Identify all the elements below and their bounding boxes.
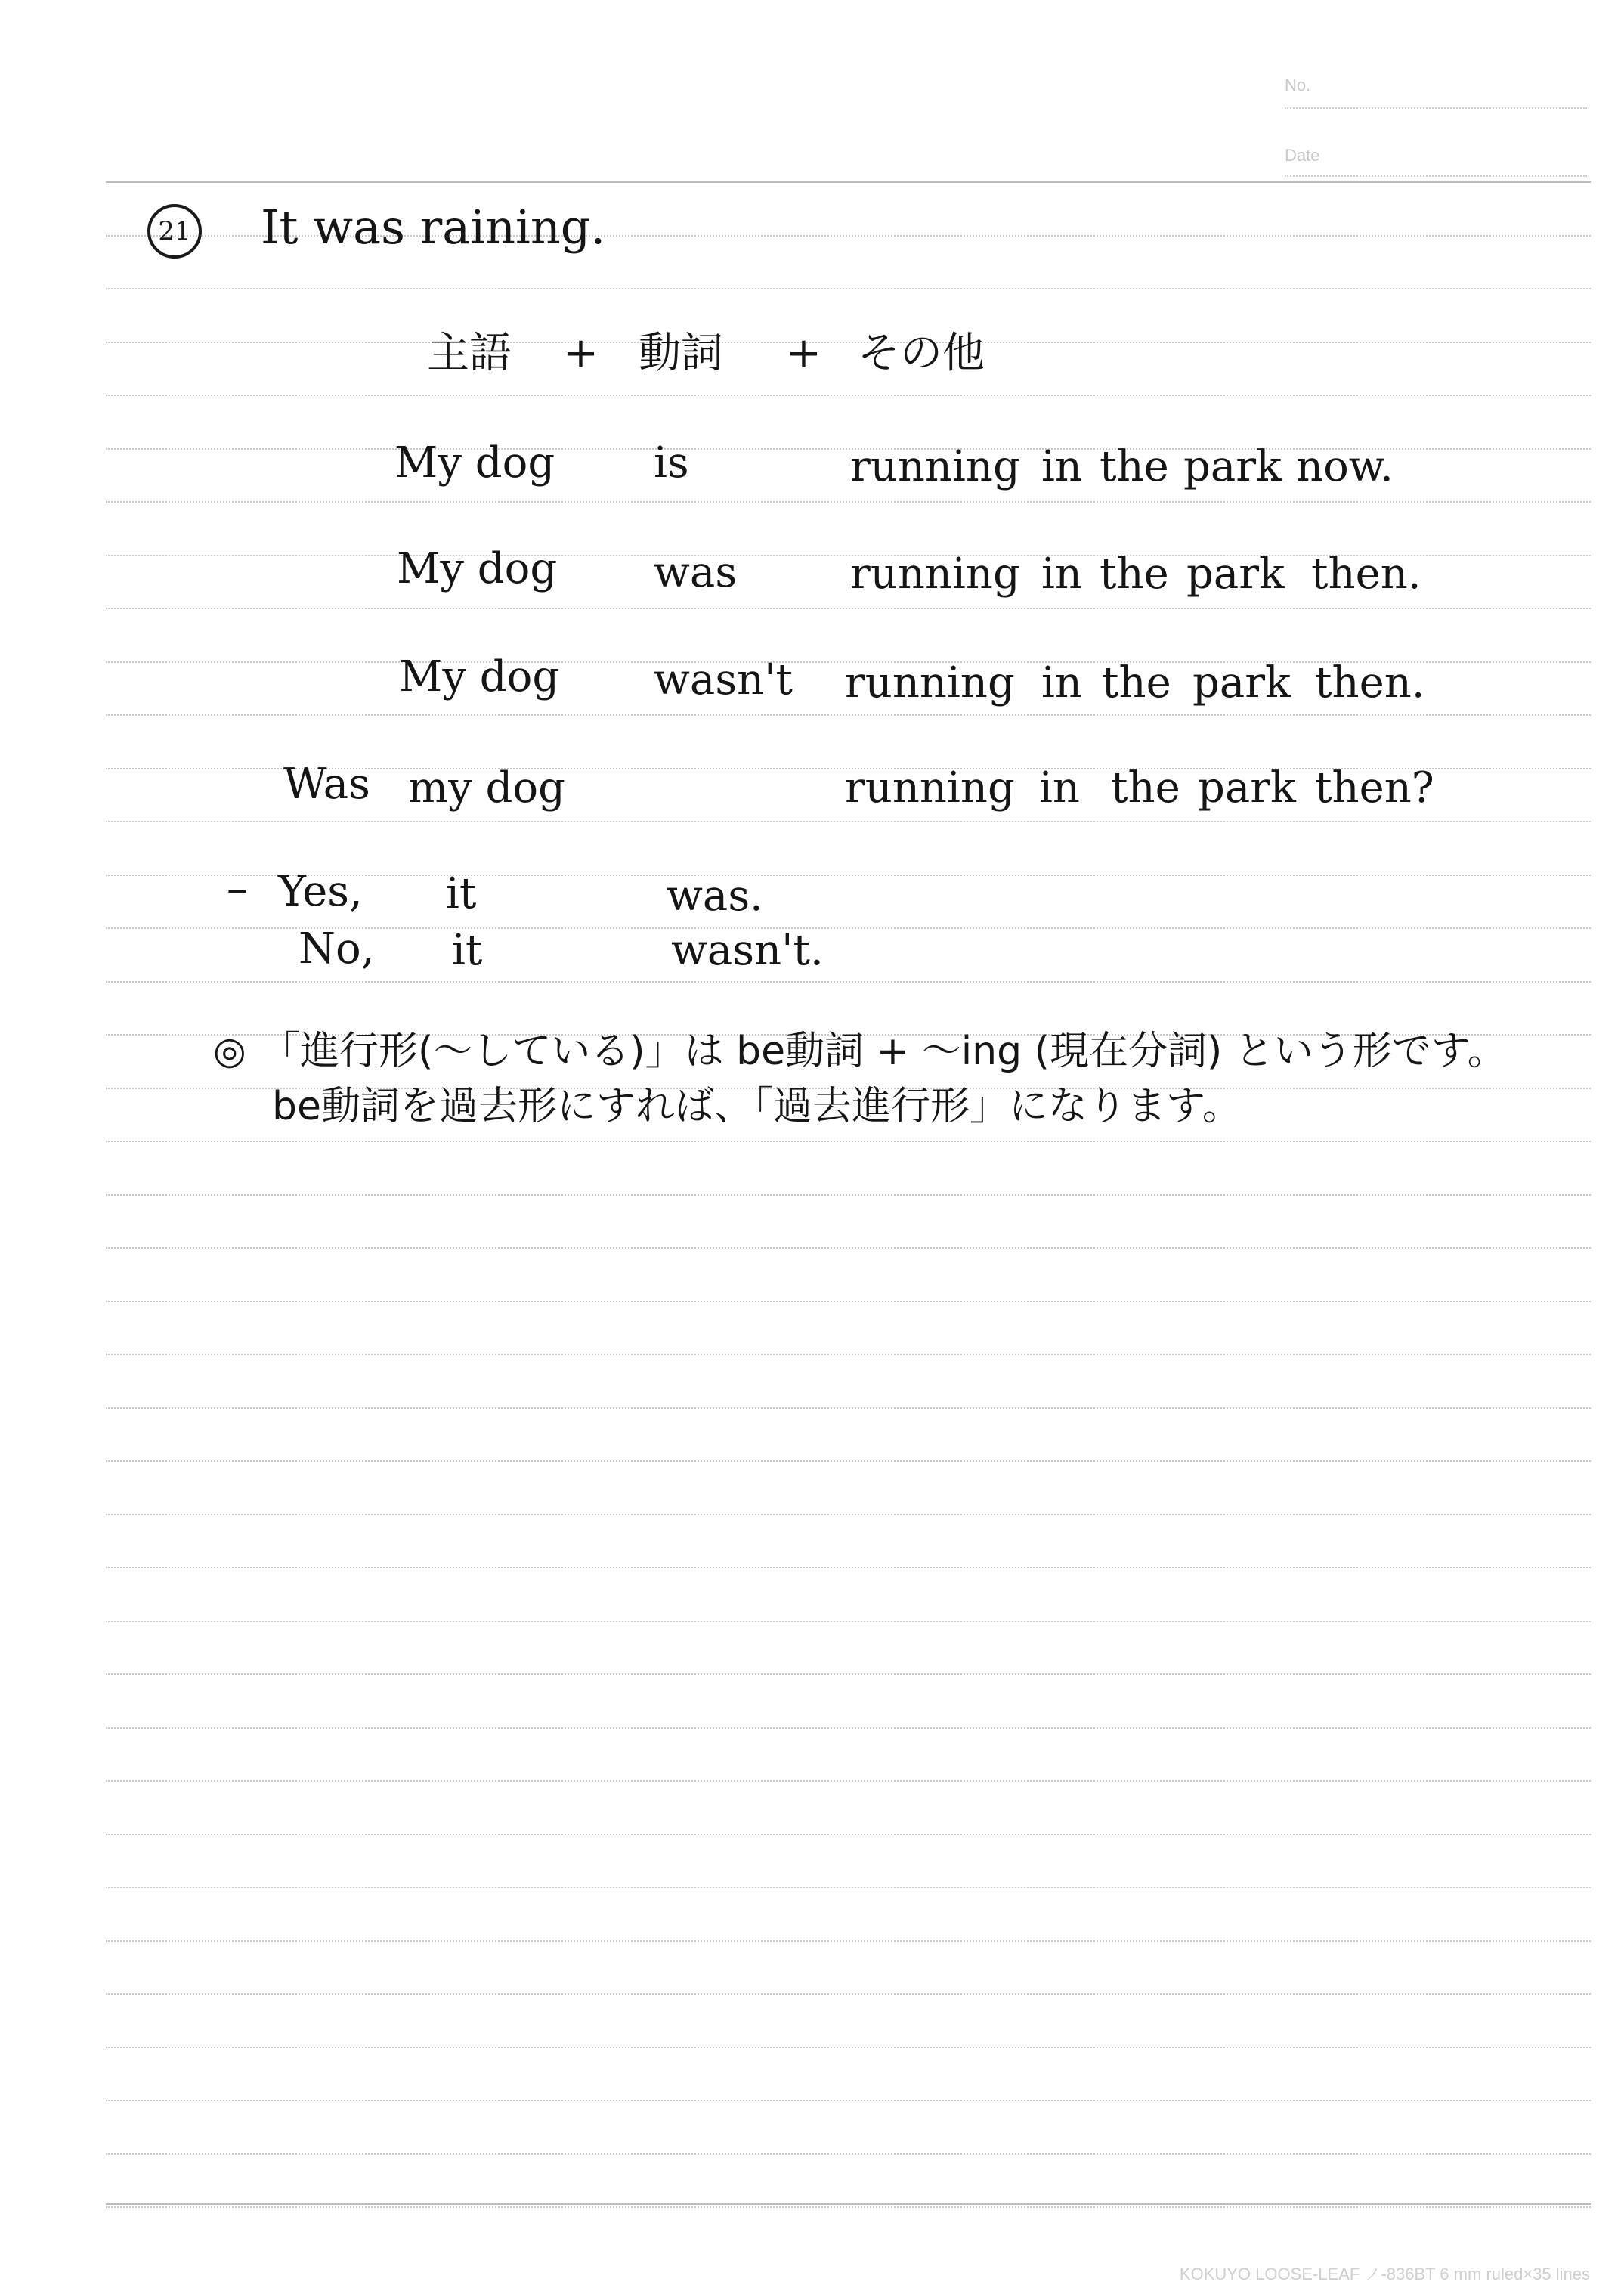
answer-yes-it: it <box>446 869 477 918</box>
row-verb: was <box>654 548 738 597</box>
problem-title: It was raining. <box>261 200 606 255</box>
question-word: then? <box>1315 763 1434 813</box>
ruled-line <box>106 1673 1591 1675</box>
ruled-line <box>106 1141 1591 1142</box>
answer-no-verb: wasn't. <box>671 926 824 975</box>
row-word: then. <box>1315 658 1425 707</box>
ruled-line <box>106 1567 1591 1568</box>
row-verb: is <box>654 438 689 488</box>
ruled-line <box>106 342 1591 343</box>
ruled-line <box>106 1247 1591 1249</box>
date-line <box>1285 175 1587 177</box>
answer-no-it: it <box>452 926 483 975</box>
ruled-line <box>106 288 1591 289</box>
row-subject: My dog <box>399 652 560 701</box>
question-was: Was <box>283 760 370 809</box>
ruled-line <box>106 1301 1591 1302</box>
problem-number-badge: 21 <box>147 204 202 259</box>
ruled-line <box>106 2153 1591 2155</box>
formula-other: その他 <box>858 329 985 378</box>
row-rest: running <box>850 550 1020 599</box>
number-line <box>1285 107 1587 109</box>
formula-plus-1: + <box>563 329 599 378</box>
answer-no: No, <box>299 924 375 974</box>
ruled-line <box>106 1940 1591 1942</box>
ruled-line <box>106 981 1591 983</box>
answer-dash: – <box>227 864 248 913</box>
ruled-line <box>106 608 1591 609</box>
question-word: park <box>1198 763 1296 813</box>
row-word: in <box>1041 550 1082 599</box>
row-word: the <box>1100 550 1169 599</box>
row-word: in <box>1041 442 1082 491</box>
question-rest: running <box>845 763 1015 813</box>
ruled-line <box>106 1460 1591 1462</box>
row-subject: My dog <box>394 438 555 488</box>
ruled-line <box>106 1780 1591 1782</box>
row-subject: My dog <box>397 544 558 593</box>
ruled-line <box>106 501 1591 503</box>
note-line-1: 「進行形(～している)」は be動詞 + ～ing (現在分詞) という形です。 <box>261 1029 1507 1074</box>
number-label: No. <box>1285 76 1311 94</box>
row-verb: wasn't <box>654 655 793 704</box>
double-circle-icon: ◎ <box>213 1029 246 1073</box>
formula-subject: 主語 <box>427 329 512 378</box>
ruled-line <box>106 395 1591 396</box>
ruled-line-bottom <box>106 2203 1591 2205</box>
ruled-line <box>106 1194 1591 1196</box>
question-subject: my dog <box>408 763 565 813</box>
row-rest: running <box>845 658 1015 707</box>
row-word: in <box>1041 658 1082 707</box>
ruled-line <box>106 2047 1591 2048</box>
ruled-line <box>106 181 1591 183</box>
row-word: park <box>1186 550 1285 599</box>
row-word: park <box>1183 442 1282 491</box>
note-line-2: be動詞を過去形にすれば、「過去進行形」になります。 <box>272 1084 1242 1129</box>
row-rest: running <box>850 442 1020 491</box>
paper-imprint: KOKUYO LOOSE-LEAF ノ-836BT 6 mm ruled×35 lines <box>1179 2265 1590 2283</box>
ruled-line <box>106 1407 1591 1409</box>
question-word: the <box>1111 763 1180 813</box>
ruled-line <box>106 1887 1591 1888</box>
ruled-line <box>106 2206 1591 2208</box>
ruled-line <box>106 1514 1591 1515</box>
ruled-line <box>106 1993 1591 1995</box>
formula-plus-2: + <box>786 329 821 378</box>
row-word: park <box>1192 658 1291 707</box>
row-word: the <box>1102 658 1171 707</box>
ruled-line <box>106 2100 1591 2101</box>
row-word: then. <box>1311 550 1421 599</box>
ruled-line <box>106 714 1591 716</box>
ruled-line <box>106 1834 1591 1835</box>
ruled-line <box>106 1354 1591 1355</box>
question-word: in <box>1039 763 1080 813</box>
answer-yes: Yes, <box>278 867 363 916</box>
row-word: now. <box>1296 442 1394 491</box>
answer-yes-verb: was. <box>667 871 763 921</box>
formula-verb: 動詞 <box>639 329 723 378</box>
ruled-line <box>106 1727 1591 1729</box>
ruled-line <box>106 1621 1591 1622</box>
date-label: Date <box>1285 146 1320 165</box>
ruled-line <box>106 821 1591 822</box>
row-word: the <box>1100 442 1169 491</box>
